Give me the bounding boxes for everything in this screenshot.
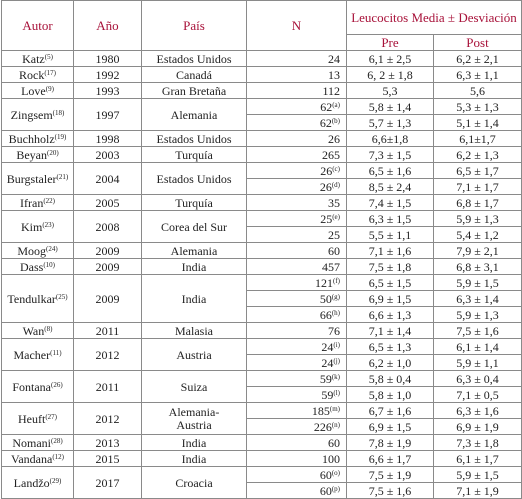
autor-ref: (20)	[46, 148, 59, 157]
table-row	[2, 259, 522, 275]
cell-post: 6,5 ± 1,7	[434, 163, 522, 179]
cell-post: 5,9 ± 1,1	[434, 355, 522, 371]
cell-anio: 2012	[74, 339, 142, 371]
autor-name: Wan	[22, 323, 45, 338]
cell-pais: India	[142, 435, 247, 451]
cell-n: 25	[247, 227, 347, 243]
autor-ref: (24)	[46, 244, 58, 253]
cell-n: 60$^{(o)}$	[247, 467, 347, 483]
cell-n: 59$^{(l)}$	[247, 387, 347, 403]
cell-n: 26	[247, 131, 347, 147]
cell-autor	[2, 67, 74, 83]
autor-ref: (17)	[44, 68, 56, 77]
n-superscript: (b)	[331, 116, 340, 125]
cell-autor	[2, 275, 74, 323]
header-post: Post	[434, 35, 522, 51]
cell-autor	[2, 467, 74, 499]
cell-pre: 7,1 ± 1,6	[347, 243, 434, 259]
autor-name: Beyan	[16, 147, 47, 162]
autor-name: Kim	[20, 219, 43, 234]
n-superscript: (l)	[333, 388, 340, 397]
cell-n: 60	[247, 435, 347, 451]
cell-anio: 2011	[74, 371, 142, 403]
cell-anio: 2009	[74, 275, 142, 323]
table-row	[2, 195, 522, 211]
cell-pre: 6,3 ± 1,5	[347, 211, 434, 227]
cell-post: 5,9 ± 1,5	[434, 275, 522, 291]
cell-post: 5,9 ± 1,3	[434, 307, 522, 323]
cell-pre: 7,5 ± 1,8	[347, 259, 434, 275]
cell-anio: 2008	[74, 211, 142, 243]
table-row	[2, 51, 522, 67]
autor-name: Heuft	[18, 411, 46, 426]
autor-name: Vandana	[11, 451, 53, 466]
autor-name: Fontana	[12, 379, 51, 394]
cell-post: 6,1 ± 1,4	[434, 339, 522, 355]
cell-autor	[2, 163, 74, 195]
autor-ref: (18)	[52, 108, 65, 117]
cell-post: 6,2 ± 2,1	[434, 51, 522, 67]
autor-name: Tendulkar	[7, 291, 56, 306]
cell-pre: 5,8 ± 0,4	[347, 371, 434, 387]
cell-autor	[2, 243, 74, 259]
autor-name: Rock	[18, 67, 45, 82]
header-n: N	[247, 1, 347, 51]
cell-pre: 6,9 ± 1,5	[347, 291, 434, 307]
cell-pre: 7,8 ± 1,9	[347, 435, 434, 451]
cell-pais: India	[142, 275, 247, 323]
cell-pre: 7,4 ± 1,5	[347, 195, 434, 211]
autor-ref: (27)	[45, 412, 57, 421]
cell-anio: 1998	[74, 131, 142, 147]
cell-pre: 7,5 ± 1,6	[347, 483, 434, 499]
cell-post: 6,3 ± 1,6	[434, 403, 522, 419]
cell-n: 62$^{(b)}$	[247, 115, 347, 131]
autor-name: Ifran	[20, 195, 44, 210]
cell-pre: 6,6 ± 1,7	[347, 451, 434, 467]
autor-ref: (10)	[43, 260, 55, 269]
cell-pais: Croacia	[142, 467, 247, 499]
table-body	[2, 51, 522, 499]
autor-name: Moog	[17, 243, 46, 258]
table-row	[2, 275, 522, 291]
header-autor: Autor	[2, 1, 74, 51]
cell-n: 265	[247, 147, 347, 163]
cell-pre: 7,3 ± 1,5	[347, 147, 434, 163]
cell-pre: 6,1 ± 2,5	[347, 51, 434, 67]
cell-post: 6,8 ± 3,1	[434, 259, 522, 275]
cell-pre: 5,3	[347, 83, 434, 99]
cell-pais: Malasia	[142, 323, 247, 339]
cell-autor	[2, 99, 74, 131]
autor-ref: (25)	[55, 292, 68, 301]
cell-autor	[2, 211, 74, 243]
cell-anio: 2009	[74, 259, 142, 275]
cell-n: 457	[247, 259, 347, 275]
cell-n: 60$^{(p)}$	[247, 483, 347, 499]
n-superscript: (p)	[331, 484, 340, 493]
cell-anio: 2011	[74, 323, 142, 339]
cell-pre: 5,8 ± 1,4	[347, 99, 434, 115]
cell-anio: 2009	[74, 243, 142, 259]
cell-pre: 6,7 ± 1,6	[347, 403, 434, 419]
cell-n: 13	[247, 67, 347, 83]
cell-autor	[2, 83, 74, 99]
cell-pais: Canadá	[142, 67, 247, 83]
n-superscript: (k)	[331, 372, 340, 381]
cell-n: 76	[247, 323, 347, 339]
table-row	[2, 67, 522, 83]
cell-autor	[2, 147, 74, 163]
cell-post: 5,6	[434, 83, 522, 99]
autor-ref: (23)	[42, 220, 54, 229]
cell-anio: 2012	[74, 403, 142, 435]
cell-n: 185$^{(m)}$	[247, 403, 347, 419]
table-row	[2, 451, 522, 467]
cell-anio: 1997	[74, 99, 142, 131]
cell-anio: 2005	[74, 195, 142, 211]
cell-pais: Estados Unidos	[142, 131, 247, 147]
header-anio: Año	[74, 1, 142, 51]
autor-name: Nomani	[12, 435, 51, 450]
autor-ref: (28)	[51, 436, 63, 445]
table-row	[2, 131, 522, 147]
cell-pre: 6,6±1,8	[347, 131, 434, 147]
cell-pre: 6,6 ± 1,3	[347, 307, 434, 323]
cell-post: 5,3 ± 1,3	[434, 99, 522, 115]
cell-post: 6,1±1,7	[434, 131, 522, 147]
n-superscript: (i)	[333, 340, 340, 349]
table-row	[2, 467, 522, 483]
n-superscript: (d)	[331, 180, 340, 189]
cell-anio: 1992	[74, 67, 142, 83]
cell-pre: 8,5 ± 2,4	[347, 179, 434, 195]
cell-pais: Corea del Sur	[142, 211, 247, 243]
cell-post: 6,3 ± 0,4	[434, 371, 522, 387]
table-row	[2, 163, 522, 179]
cell-anio: 1980	[74, 51, 142, 67]
cell-post: 6,3 ± 1,4	[434, 291, 522, 307]
autor-ref: (5)	[44, 52, 53, 61]
leucocitos-table	[1, 0, 522, 499]
table-row	[2, 403, 522, 419]
cell-autor	[2, 323, 74, 339]
cell-pre: 6, 2 ± 1,8	[347, 67, 434, 83]
cell-n: 60	[247, 243, 347, 259]
cell-n: 66$^{(h)}$	[247, 307, 347, 323]
cell-pre: 7,1 ± 1,4	[347, 323, 434, 339]
autor-name: Dass	[19, 259, 44, 274]
cell-pre: 6,5 ± 1,3	[347, 339, 434, 355]
cell-post: 5,1 ± 1,4	[434, 115, 522, 131]
n-superscript: (g)	[331, 292, 340, 301]
cell-autor	[2, 259, 74, 275]
cell-autor	[2, 403, 74, 435]
table-row	[2, 211, 522, 227]
cell-n: 24$^{(j)}$	[247, 355, 347, 371]
cell-autor	[2, 131, 74, 147]
cell-post: 6,1 ± 1,7	[434, 451, 522, 467]
cell-pais: Austria	[142, 339, 247, 371]
cell-autor	[2, 195, 74, 211]
cell-autor	[2, 371, 74, 403]
table-row	[2, 435, 522, 451]
table-row	[2, 147, 522, 163]
cell-n: 26$^{(d)}$	[247, 179, 347, 195]
cell-n: 62$^{(a)}$	[247, 99, 347, 115]
cell-pais: Alemania	[142, 99, 247, 131]
autor-ref: (8)	[44, 324, 53, 333]
cell-post: 7,5 ± 1,6	[434, 323, 522, 339]
table-row	[2, 99, 522, 115]
cell-post: 7,1 ± 1,7	[434, 179, 522, 195]
autor-name: Zingsem	[10, 107, 53, 122]
cell-anio: 2004	[74, 163, 142, 195]
cell-n: 100	[247, 451, 347, 467]
cell-autor	[2, 51, 74, 67]
cell-post: 5,9 ± 1,5	[434, 467, 522, 483]
cell-pais: Turquía	[142, 195, 247, 211]
cell-pais: Gran Bretaña	[142, 83, 247, 99]
cell-pais: Estados Unidos	[142, 163, 247, 195]
cell-n: 121$^{(f)}$	[247, 275, 347, 291]
autor-ref: (12)	[52, 452, 64, 461]
cell-anio: 1993	[74, 83, 142, 99]
autor-ref: (11)	[50, 348, 62, 357]
cell-n: 35	[247, 195, 347, 211]
autor-ref: (26)	[51, 380, 63, 389]
cell-post: 6,2 ± 1,3	[434, 147, 522, 163]
cell-post: 6,3 ± 1,1	[434, 67, 522, 83]
cell-n: 50$^{(g)}$	[247, 291, 347, 307]
table-row	[2, 371, 522, 387]
cell-pais: India	[142, 451, 247, 467]
autor-ref: (29)	[49, 476, 62, 485]
cell-post: 6,9 ± 1,9	[434, 419, 522, 435]
cell-anio: 2017	[74, 467, 142, 499]
cell-pre: 5,7 ± 1,3	[347, 115, 434, 131]
n-superscript: (n)	[331, 420, 340, 429]
cell-pre: 6,9 ± 1,5	[347, 419, 434, 435]
table-row	[2, 83, 522, 99]
cell-post: 5,4 ± 1,2	[434, 227, 522, 243]
table-row	[2, 339, 522, 355]
autor-ref: (19)	[54, 132, 67, 141]
cell-autor	[2, 435, 74, 451]
cell-pre: 6,2 ± 1,0	[347, 355, 434, 371]
cell-pais: India	[142, 259, 247, 275]
cell-n: 112	[247, 83, 347, 99]
cell-pre: 6,5 ± 1,5	[347, 275, 434, 291]
cell-post: 7,3 ± 1,8	[434, 435, 522, 451]
autor-name: Love	[21, 83, 46, 98]
cell-post: 7,1 ± 1,9	[434, 483, 522, 499]
table-row	[2, 323, 522, 339]
autor-name: Burgstaler	[6, 171, 57, 186]
cell-pre: 6,5 ± 1,6	[347, 163, 434, 179]
cell-post: 7,9 ± 2,1	[434, 243, 522, 259]
autor-name: Macher	[13, 347, 51, 362]
cell-n: 26$^{(c)}$	[247, 163, 347, 179]
cell-pais: Alemania- Austria	[142, 403, 247, 435]
cell-autor	[2, 339, 74, 371]
cell-anio: 2015	[74, 451, 142, 467]
cell-pre: 7,5 ± 1,9	[347, 467, 434, 483]
cell-n: 25$^{(e)}$	[247, 211, 347, 227]
autor-name: Buchholz	[8, 131, 55, 146]
cell-pais: Suiza	[142, 371, 247, 403]
autor-name: Katz	[22, 51, 45, 66]
cell-pre: 5,8 ± 1,0	[347, 387, 434, 403]
autor-ref: (9)	[45, 84, 54, 93]
cell-post: 6,8 ± 1,7	[434, 195, 522, 211]
n-superscript: (e)	[332, 212, 340, 221]
cell-pre: 5,5 ± 1,1	[347, 227, 434, 243]
autor-ref: (21)	[56, 172, 69, 181]
n-superscript: (h)	[331, 308, 340, 317]
n-superscript: (a)	[332, 100, 340, 109]
cell-pais: Estados Unidos	[142, 51, 247, 67]
n-superscript: (m)	[329, 404, 340, 413]
cell-n: 59$^{(k)}$	[247, 371, 347, 387]
header-leucocitos: Leucocitos Media ± Desviación	[347, 1, 522, 35]
cell-n: 24$^{(i)}$	[247, 339, 347, 355]
cell-post: 7,1 ± 0,5	[434, 387, 522, 403]
header-pre: Pre	[347, 35, 434, 51]
n-superscript: (f)	[333, 276, 340, 285]
autor-ref: (22)	[43, 196, 55, 205]
cell-pais: Alemania	[142, 243, 247, 259]
cell-autor	[2, 451, 74, 467]
table-header	[2, 1, 522, 51]
cell-pais: Turquía	[142, 147, 247, 163]
n-superscript: (o)	[331, 468, 340, 477]
table-row	[2, 243, 522, 259]
n-superscript: (c)	[332, 164, 340, 173]
cell-post: 5,9 ± 1,3	[434, 211, 522, 227]
n-superscript: (j)	[333, 356, 340, 365]
cell-anio: 2013	[74, 435, 142, 451]
cell-n: 24	[247, 51, 347, 67]
cell-anio: 2003	[74, 147, 142, 163]
header-pais: País	[142, 1, 247, 51]
cell-n: 226$^{(n)}$	[247, 419, 347, 435]
autor-name: Landžo	[13, 475, 50, 490]
